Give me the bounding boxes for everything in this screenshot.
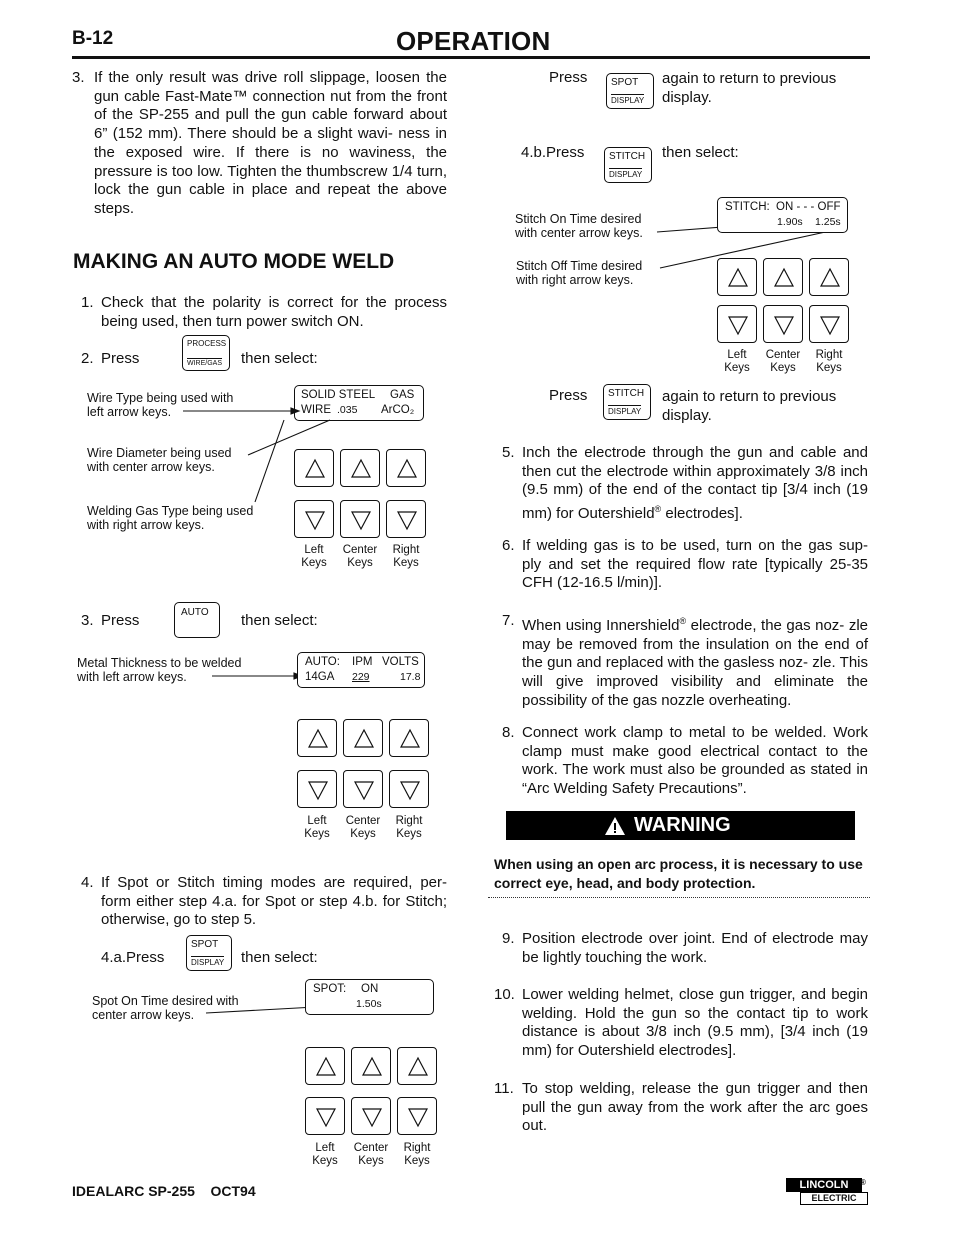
key-group-label xyxy=(386,815,432,841)
label-line: Center xyxy=(345,815,381,827)
annotation xyxy=(77,656,241,684)
step-text: If the only result was drive roll slippage, loosen the gun cable Fast-Mate™ connection nut from the front of the SP-255 and pull the gun cable forward about 6” (152 mm). There should be a slight wavi- ness in the exposed wire. If there is no waviness, the pressure is too low. Tighten the thumbscrew 1/4 turn, lock the gun cable in place and repeat the above steps. xyxy=(94,69,447,217)
text-run: Inch the electrode through the gun and cable and then cut the electrode within approximately 3/8 inch (9.5 mm) of the end of the contact tip [3/4 inch (19 mm) for Outershield xyxy=(522,444,868,523)
annotation-line: with left arrow keys. xyxy=(77,670,187,684)
right-down-arrow-key[interactable] xyxy=(386,500,426,538)
key-group-label xyxy=(302,1142,348,1168)
display-text: WIRE xyxy=(301,404,332,416)
step-number: 8. xyxy=(502,724,515,741)
display-text: STITCH: xyxy=(725,201,770,213)
text-line: again to return to previous xyxy=(662,388,837,405)
press-label: 4.a.Press xyxy=(101,949,165,966)
label-line: Keys xyxy=(304,828,330,840)
model-name: IDEALARC SP-255 xyxy=(72,1183,195,1199)
text-line: display. xyxy=(662,89,712,106)
center-down-arrow-key[interactable] xyxy=(351,1097,391,1135)
left-down-arrow-key[interactable] xyxy=(305,1097,345,1135)
label-line: Keys xyxy=(816,362,842,374)
up-arrow-icon xyxy=(398,1048,438,1086)
step-number: 7. xyxy=(502,612,515,629)
right-up-arrow-key[interactable] xyxy=(397,1047,437,1085)
annotation-line: Metal Thickness to be welded xyxy=(77,656,242,670)
text-line: again to return to previous xyxy=(662,70,837,87)
down-arrow-icon xyxy=(387,501,427,539)
down-arrow-icon xyxy=(298,771,338,809)
label-line: Keys xyxy=(350,828,376,840)
annotation-line: with right arrow keys. xyxy=(516,273,634,287)
then-select-label: then select: xyxy=(241,612,318,629)
left-up-arrow-key[interactable] xyxy=(297,719,337,757)
right-up-arrow-key[interactable] xyxy=(809,258,849,296)
down-arrow-icon xyxy=(390,771,430,809)
key-label: DISPLAY xyxy=(191,958,225,967)
label-line: Keys xyxy=(770,362,796,374)
step-text: Connect work clamp to metal to be welded. Work clamp must make good electrical contact to the work. The work must also be grounded as stated in “Arc Welding Safety Precautions”. xyxy=(522,724,868,798)
display-text: 1.90s xyxy=(777,216,803,228)
down-arrow-icon xyxy=(341,501,381,539)
key-group-label xyxy=(291,544,337,570)
section-title: MAKING AN AUTO MODE WELD xyxy=(73,250,395,273)
display-text: 1.25s xyxy=(815,216,841,228)
logo-mark: ® xyxy=(860,1178,866,1187)
center-down-arrow-key[interactable] xyxy=(763,305,803,343)
key-group-label xyxy=(714,349,760,375)
registered-mark: ® xyxy=(679,616,687,626)
annotation-line: Wire Type being used with xyxy=(87,391,234,405)
press-label: Press xyxy=(549,69,588,86)
center-down-arrow-key[interactable] xyxy=(340,500,380,538)
annotation-line: Stitch On Time desired xyxy=(515,212,642,226)
annotation-line: with center arrow keys. xyxy=(515,226,643,240)
key-group-label xyxy=(340,815,386,841)
key-label: DISPLAY xyxy=(609,170,643,179)
up-arrow-icon xyxy=(295,450,335,488)
step-text xyxy=(522,444,868,524)
text-run: electrodes]. xyxy=(661,505,743,523)
lincoln-electric-logo xyxy=(786,1178,868,1206)
step-number: 5. xyxy=(502,444,515,461)
annotation-line: Stitch Off Time desired xyxy=(516,259,643,273)
press-label: Press xyxy=(549,387,588,404)
step-text: If welding gas is to be used, turn on the gas sup- ply and set the required flow rate [typically 25-35 CFH (12-16.5 l/min)]. xyxy=(522,537,868,592)
label-line: Keys xyxy=(724,362,750,374)
key-group-label xyxy=(337,544,383,570)
left-down-arrow-key[interactable] xyxy=(294,500,334,538)
label-line: Center xyxy=(765,349,801,361)
annotation xyxy=(515,212,643,240)
then-select-label: then select: xyxy=(662,144,739,161)
display-text: ON xyxy=(361,983,379,995)
annotation-line: Spot On Time desired with xyxy=(92,994,239,1008)
display-text: SOLID STEEL xyxy=(301,389,376,401)
stitch-display-key[interactable] xyxy=(604,147,652,183)
display-text: ArCO₂ xyxy=(381,404,415,416)
down-arrow-icon xyxy=(295,501,335,539)
annotation-line: with center arrow keys. xyxy=(87,460,215,474)
warning-label: WARNING xyxy=(634,814,731,836)
label-line: Right xyxy=(392,544,420,556)
display-text: 1.50s xyxy=(356,998,382,1010)
warning-banner xyxy=(506,811,855,840)
center-up-arrow-key[interactable] xyxy=(343,719,383,757)
down-arrow-icon xyxy=(306,1098,346,1136)
key-group-label xyxy=(294,815,340,841)
key-label: WIRE/GAS xyxy=(187,360,223,367)
display-text: AUTO: xyxy=(305,656,340,668)
page-title: OPERATION xyxy=(396,26,551,56)
label-line: Left xyxy=(307,815,327,827)
text-run: When using Innershield xyxy=(522,617,680,634)
divider xyxy=(488,897,870,898)
label-line: Keys xyxy=(404,1155,430,1167)
annotation-line: with right arrow keys. xyxy=(87,518,205,532)
auto-key[interactable] xyxy=(174,602,220,638)
stitch-display xyxy=(717,197,848,233)
display-text: ON - - - OFF xyxy=(776,201,841,213)
then-select-label: then select: xyxy=(241,949,318,966)
text-run: electrode, the gas noz- zle may be removed from the insulation on the end of the gun and replaced with the gasless noz- zle. This will give improved visibility and eliminate the possibility of the gas nozzle overheating. xyxy=(522,617,869,709)
left-up-arrow-key[interactable] xyxy=(305,1047,345,1085)
step-text: Position electrode over joint. End of electrode may be lightly touching the work. xyxy=(522,930,868,966)
step-number: 2. xyxy=(81,350,94,367)
annotation-line: left arrow keys. xyxy=(87,405,172,419)
display-text: 229 xyxy=(352,671,370,683)
down-arrow-icon xyxy=(764,306,804,344)
left-up-arrow-key[interactable] xyxy=(294,449,334,487)
display-text: .035 xyxy=(337,404,358,416)
warning-text: When using an open arc process, it is necessary to use correct eye, head, and body protection. xyxy=(494,856,863,891)
center-down-arrow-key[interactable] xyxy=(343,770,383,808)
up-arrow-icon xyxy=(341,450,381,488)
key-group-label xyxy=(383,544,429,570)
instruction-text xyxy=(662,387,836,425)
label-line: Right xyxy=(815,349,843,361)
up-arrow-icon xyxy=(810,259,850,297)
step-number: 1. xyxy=(81,294,94,311)
page-number: B-12 xyxy=(72,28,114,49)
down-arrow-icon xyxy=(810,306,850,344)
step-number: 4. xyxy=(81,874,94,891)
display-text: 17.8 xyxy=(400,671,421,683)
up-arrow-icon xyxy=(344,720,384,758)
center-up-arrow-key[interactable] xyxy=(351,1047,391,1085)
display-text: IPM xyxy=(352,656,373,668)
revision-date: OCT94 xyxy=(210,1183,256,1199)
step-number: 3. xyxy=(72,69,85,86)
up-arrow-icon xyxy=(298,720,338,758)
instruction-text xyxy=(662,69,836,107)
press-label: Press xyxy=(101,350,140,367)
label-line: Left xyxy=(304,544,324,556)
spot-display-key[interactable] xyxy=(606,73,654,109)
right-down-arrow-key[interactable] xyxy=(809,305,849,343)
label-line: Keys xyxy=(396,828,422,840)
label-line: Keys xyxy=(358,1155,384,1167)
right-down-arrow-key[interactable] xyxy=(389,770,429,808)
annotation xyxy=(516,259,642,287)
then-select-label: then select: xyxy=(241,350,318,367)
up-arrow-icon xyxy=(718,259,758,297)
step-number: 3. xyxy=(81,612,94,629)
key-group-label xyxy=(394,1142,440,1168)
logo-text: LINCOLN xyxy=(786,1178,862,1192)
label-line: Right xyxy=(395,815,423,827)
key-group-label xyxy=(806,349,852,375)
press-label: Press xyxy=(101,612,140,629)
annotation xyxy=(92,994,239,1022)
annotation-line: Wire Diameter being used xyxy=(87,446,232,460)
left-up-arrow-key[interactable] xyxy=(717,258,757,296)
right-up-arrow-key[interactable] xyxy=(389,719,429,757)
label-line: Left xyxy=(315,1142,335,1154)
label-line: Right xyxy=(403,1142,431,1154)
label-line: Center xyxy=(342,544,378,556)
spot-display-key[interactable] xyxy=(186,935,232,971)
annotation-line: Welding Gas Type being used xyxy=(87,504,254,518)
display-text: VOLTS xyxy=(382,656,419,668)
step-number: 11. xyxy=(494,1080,514,1097)
label-line: Center xyxy=(353,1142,389,1154)
up-arrow-icon xyxy=(387,450,427,488)
step-text: Lower welding helmet, close gun trigger, and begin welding. Hold the gun so the contact tip to work distance is about 3/8 inch (9.5 mm), [3/4 inch (19 mm) for Outershield electrodes]. xyxy=(522,986,868,1060)
right-down-arrow-key[interactable] xyxy=(397,1097,437,1135)
text-line: display. xyxy=(662,407,712,424)
key-label: DISPLAY xyxy=(611,96,645,105)
step-number: 6. xyxy=(502,537,515,554)
label-line: Keys xyxy=(347,557,373,569)
annotation-line: center arrow keys. xyxy=(92,1008,195,1022)
display-text: 14GA xyxy=(305,671,335,683)
spot-display xyxy=(305,979,434,1015)
key-label: PROCESS xyxy=(187,339,227,348)
step-text: Check that the polarity is correct for the process being used, then turn power switch ON. xyxy=(101,294,447,330)
left-down-arrow-key[interactable] xyxy=(297,770,337,808)
left-down-arrow-key[interactable] xyxy=(717,305,757,343)
center-up-arrow-key[interactable] xyxy=(763,258,803,296)
up-arrow-icon xyxy=(352,1048,392,1086)
auto-display xyxy=(297,652,425,688)
down-arrow-icon xyxy=(352,1098,392,1136)
label-line: Left xyxy=(727,349,747,361)
footer-model xyxy=(72,1183,256,1199)
registered-mark: ® xyxy=(654,504,662,515)
warning-triangle-icon xyxy=(604,816,626,836)
logo-text: ELECTRIC xyxy=(800,1192,868,1205)
key-label: SPOT xyxy=(191,939,219,950)
key-group-label xyxy=(348,1142,394,1168)
down-arrow-icon xyxy=(718,306,758,344)
down-arrow-icon xyxy=(398,1098,438,1136)
down-arrow-icon xyxy=(344,771,384,809)
press-label: 4.b.Press xyxy=(521,144,585,161)
label-line: Keys xyxy=(312,1155,338,1167)
center-up-arrow-key[interactable] xyxy=(340,449,380,487)
step-text xyxy=(522,612,868,711)
display-text: SPOT: xyxy=(313,983,347,995)
key-label: DISPLAY xyxy=(608,407,642,416)
label-line: Keys xyxy=(301,557,327,569)
up-arrow-icon xyxy=(306,1048,346,1086)
key-label: STITCH xyxy=(608,388,645,399)
step-number: 9. xyxy=(502,930,515,947)
key-label: AUTO xyxy=(181,607,209,618)
step-text: To stop welding, release the gun trigger and then pull the gun away from the work after the arc goes out. xyxy=(522,1080,868,1135)
stitch-display-key[interactable] xyxy=(603,384,651,420)
key-label: STITCH xyxy=(609,151,646,162)
step-number: 10. xyxy=(494,986,515,1003)
key-label: SPOT xyxy=(611,77,639,88)
label-line: Keys xyxy=(393,557,419,569)
up-arrow-icon xyxy=(390,720,430,758)
up-arrow-icon xyxy=(764,259,804,297)
right-up-arrow-key[interactable] xyxy=(386,449,426,487)
key-group-label xyxy=(760,349,806,375)
step-text: If Spot or Stitch timing modes are required, per- form either step 4.a. for Spot or step 4.b. for Stitch; otherwise, go to step 5. xyxy=(101,874,447,929)
display-text: GAS xyxy=(390,389,415,401)
